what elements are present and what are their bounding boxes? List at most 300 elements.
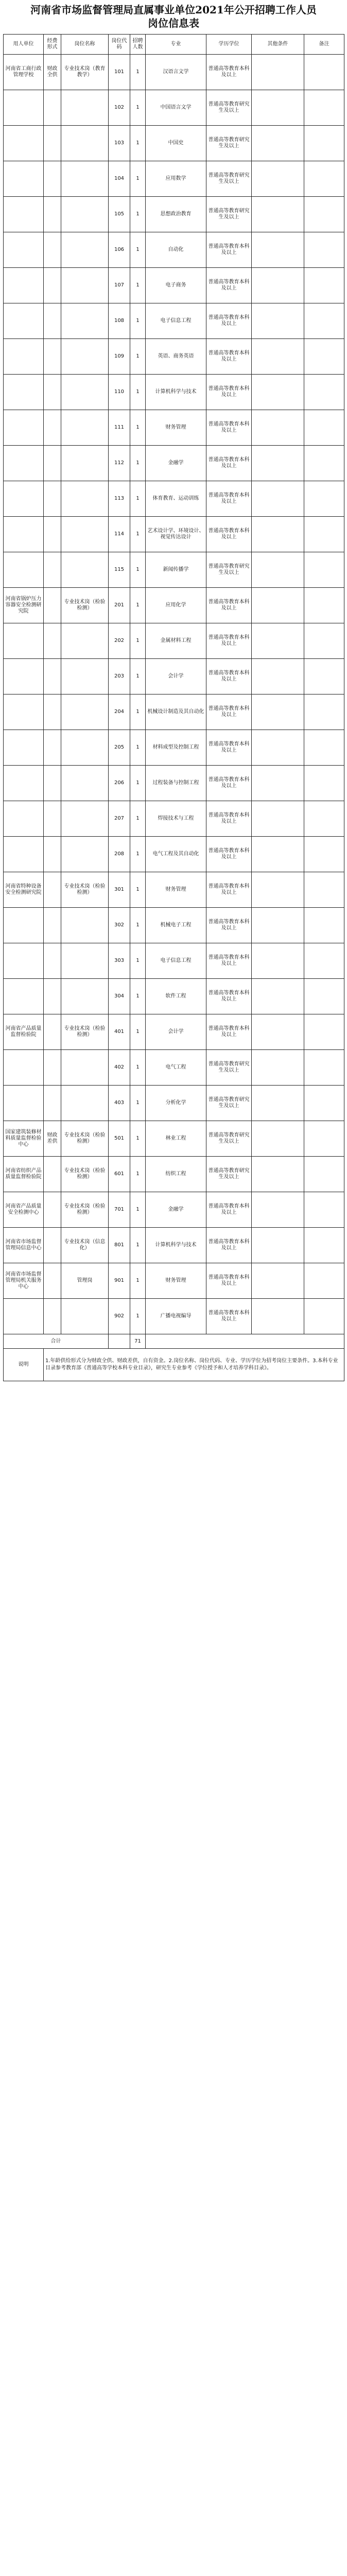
cell-fund <box>44 766 61 801</box>
cell-position <box>61 730 109 766</box>
cell-major: 中国语言文学 <box>146 90 206 126</box>
table-row <box>4 303 344 339</box>
table-row <box>4 1299 344 1334</box>
cell-major: 计算机科学与技术 <box>146 1228 206 1263</box>
cell-fund <box>44 1014 61 1050</box>
cell-fund <box>44 588 61 623</box>
cell-major: 软件工程 <box>146 979 206 1014</box>
cell-position <box>61 410 109 446</box>
cell-position <box>61 90 109 126</box>
cell-position: 专业技术岗（检验检测） <box>61 1121 109 1157</box>
cell-count: 1 <box>130 766 146 801</box>
table-row <box>4 232 344 268</box>
cell-note <box>304 1299 344 1334</box>
cell-major: 电气工程 <box>146 1050 206 1086</box>
cell-other <box>252 730 304 766</box>
table-row <box>4 90 344 126</box>
cell-other <box>252 1228 304 1263</box>
table-row <box>4 55 344 90</box>
page-title <box>10 3 337 30</box>
cell-unit: 河南省产品质量监督检验院 <box>4 1014 44 1050</box>
cell-code: 109 <box>109 339 130 375</box>
cell-fund <box>44 1228 61 1263</box>
cell-count: 1 <box>130 730 146 766</box>
cell-major: 自动化 <box>146 232 206 268</box>
cell-code: 108 <box>109 303 130 339</box>
cell-note <box>304 268 344 303</box>
cell-position <box>61 943 109 979</box>
table-row <box>4 801 344 837</box>
cell-count: 1 <box>130 872 146 908</box>
cell-code: 102 <box>109 90 130 126</box>
cell-other <box>252 481 304 517</box>
cell-note <box>304 303 344 339</box>
cell-fund: 财政差供 <box>44 1121 61 1157</box>
cell-education: 普通高等教育本科及以上 <box>206 446 252 481</box>
cell-position <box>61 694 109 730</box>
job-table <box>3 34 344 1381</box>
cell-note <box>304 872 344 908</box>
cell-code: 112 <box>109 446 130 481</box>
cell-major: 林业工程 <box>146 1121 206 1157</box>
cell-note <box>304 623 344 659</box>
cell-count: 1 <box>130 1014 146 1050</box>
cell-count: 1 <box>130 1263 146 1299</box>
header-count: 招聘人数 <box>130 35 146 55</box>
table-row <box>4 1263 344 1299</box>
cell-count: 1 <box>130 1121 146 1157</box>
cell-unit <box>4 232 44 268</box>
cell-note <box>304 90 344 126</box>
table-row <box>4 1086 344 1121</box>
cell-note <box>304 161 344 197</box>
table-row <box>4 908 344 943</box>
cell-other <box>252 588 304 623</box>
cell-education: 普通高等教育研究生及以上 <box>206 197 252 232</box>
cell-fund <box>44 303 61 339</box>
cell-position <box>61 1086 109 1121</box>
cell-major: 财务管理 <box>146 872 206 908</box>
cell-education: 普通高等教育本科及以上 <box>206 268 252 303</box>
cell-note <box>304 1050 344 1086</box>
cell-education: 普通高等教育本科及以上 <box>206 481 252 517</box>
cell-code: 203 <box>109 659 130 694</box>
cell-position: 管理岗 <box>61 1263 109 1299</box>
cell-fund: 财政全供 <box>44 55 61 90</box>
cell-other <box>252 1192 304 1228</box>
cell-note <box>304 588 344 623</box>
cell-fund <box>44 517 61 552</box>
cell-education: 普通高等教育本科及以上 <box>206 908 252 943</box>
cell-count: 1 <box>130 908 146 943</box>
cell-major: 新闻传播学 <box>146 552 206 588</box>
cell-major: 体育教育、运动训练 <box>146 481 206 517</box>
cell-major: 财务管理 <box>146 410 206 446</box>
cell-other <box>252 943 304 979</box>
cell-education: 普通高等教育本科及以上 <box>206 837 252 872</box>
cell-education: 普通高等教育研究生及以上 <box>206 1050 252 1086</box>
cell-education: 普通高等教育本科及以上 <box>206 339 252 375</box>
cell-code: 302 <box>109 908 130 943</box>
cell-education: 普通高等教育本科及以上 <box>206 410 252 446</box>
cell-count: 1 <box>130 552 146 588</box>
cell-major: 电子信息工程 <box>146 943 206 979</box>
cell-other <box>252 801 304 837</box>
table-row <box>4 1228 344 1263</box>
cell-unit: 河南省产品质量安全检测中心 <box>4 1192 44 1228</box>
cell-other <box>252 1299 304 1334</box>
cell-position <box>61 446 109 481</box>
cell-education: 普通高等教育研究生及以上 <box>206 1086 252 1121</box>
cell-major: 纺织工程 <box>146 1157 206 1192</box>
cell-note <box>304 410 344 446</box>
cell-fund <box>44 1263 61 1299</box>
cell-code: 202 <box>109 623 130 659</box>
cell-fund <box>44 90 61 126</box>
cell-code: 402 <box>109 1050 130 1086</box>
cell-note <box>304 197 344 232</box>
cell-education: 普通高等教育本科及以上 <box>206 766 252 801</box>
cell-other <box>252 659 304 694</box>
cell-major: 应用化学 <box>146 588 206 623</box>
cell-code: 206 <box>109 766 130 801</box>
cell-fund <box>44 943 61 979</box>
table-row <box>4 1157 344 1192</box>
table-row <box>4 126 344 161</box>
cell-note <box>304 126 344 161</box>
cell-fund <box>44 268 61 303</box>
cell-major: 中国史 <box>146 126 206 161</box>
cell-position <box>61 197 109 232</box>
cell-count: 1 <box>130 623 146 659</box>
cell-position <box>61 801 109 837</box>
cell-other <box>252 1086 304 1121</box>
cell-unit: 河南省工商行政管理学校 <box>4 55 44 90</box>
cell-position <box>61 303 109 339</box>
cell-code: 110 <box>109 375 130 410</box>
cell-unit <box>4 943 44 979</box>
cell-count: 1 <box>130 55 146 90</box>
cell-unit <box>4 268 44 303</box>
cell-education: 普通高等教育研究生及以上 <box>206 161 252 197</box>
notes-label: 说明 <box>4 1349 44 1381</box>
table-row <box>4 375 344 410</box>
cell-education: 普通高等教育本科及以上 <box>206 55 252 90</box>
cell-note <box>304 659 344 694</box>
cell-code: 901 <box>109 1263 130 1299</box>
cell-count: 1 <box>130 303 146 339</box>
cell-fund <box>44 232 61 268</box>
cell-fund <box>44 1299 61 1334</box>
cell-code: 301 <box>109 872 130 908</box>
cell-unit <box>4 375 44 410</box>
cell-position <box>61 1299 109 1334</box>
cell-position <box>61 232 109 268</box>
cell-count: 1 <box>130 90 146 126</box>
cell-code: 601 <box>109 1157 130 1192</box>
cell-major: 机械电子工程 <box>146 908 206 943</box>
cell-count: 1 <box>130 659 146 694</box>
cell-fund <box>44 161 61 197</box>
cell-unit <box>4 339 44 375</box>
cell-other <box>252 1263 304 1299</box>
cell-unit <box>4 481 44 517</box>
cell-unit <box>4 303 44 339</box>
cell-fund <box>44 872 61 908</box>
cell-unit: 河南省市场监督管理局机关服务中心 <box>4 1263 44 1299</box>
cell-code: 801 <box>109 1228 130 1263</box>
cell-major: 艺术设计学、环境设计、视觉传达设计 <box>146 517 206 552</box>
cell-position <box>61 375 109 410</box>
cell-fund <box>44 1192 61 1228</box>
cell-position <box>61 268 109 303</box>
cell-education: 普通高等教育研究生及以上 <box>206 1121 252 1157</box>
cell-unit <box>4 837 44 872</box>
cell-education: 普通高等教育本科及以上 <box>206 1228 252 1263</box>
cell-position <box>61 766 109 801</box>
cell-major: 材料成型及控制工程 <box>146 730 206 766</box>
table-row <box>4 161 344 197</box>
cell-code: 104 <box>109 161 130 197</box>
cell-code: 207 <box>109 801 130 837</box>
cell-code: 303 <box>109 943 130 979</box>
cell-position: 专业技术岗（教育教学） <box>61 55 109 90</box>
cell-position <box>61 1050 109 1086</box>
cell-code: 403 <box>109 1086 130 1121</box>
cell-education: 普通高等教育本科及以上 <box>206 801 252 837</box>
cell-count: 1 <box>130 943 146 979</box>
cell-count: 1 <box>130 979 146 1014</box>
cell-position <box>61 339 109 375</box>
cell-other <box>252 410 304 446</box>
cell-count: 1 <box>130 161 146 197</box>
cell-fund <box>44 1157 61 1192</box>
cell-note <box>304 339 344 375</box>
cell-count: 1 <box>130 410 146 446</box>
cell-other <box>252 126 304 161</box>
cell-other <box>252 694 304 730</box>
cell-other <box>252 979 304 1014</box>
cell-education: 普通高等教育本科及以上 <box>206 623 252 659</box>
title-line-1: 河南省市场监督管理局直属事业单位2021年公开招聘工作人员 <box>30 4 317 16</box>
cell-position <box>61 659 109 694</box>
table-row <box>4 943 344 979</box>
cell-code: 115 <box>109 552 130 588</box>
cell-count: 1 <box>130 481 146 517</box>
cell-count: 1 <box>130 1086 146 1121</box>
cell-other <box>252 1014 304 1050</box>
cell-major: 金融学 <box>146 446 206 481</box>
cell-count: 1 <box>130 1299 146 1334</box>
cell-position <box>61 623 109 659</box>
cell-unit <box>4 517 44 552</box>
cell-education: 普通高等教育本科及以上 <box>206 588 252 623</box>
table-row <box>4 446 344 481</box>
cell-note <box>304 552 344 588</box>
notes-text: 1.年龄供给形式分为财政全供、财政差供，自有资金。2.岗位名称、岗位代码、专业、学历学位为招考岗位主要条件。3.本科专业目录参考教育部《普通高等学校本科专业目录》，研究生专业参考《学位授予和人才培养学科目录》。 <box>44 1349 344 1381</box>
cell-unit <box>4 730 44 766</box>
cell-major: 汉语言文学 <box>146 55 206 90</box>
cell-fund <box>44 126 61 161</box>
cell-position <box>61 837 109 872</box>
cell-education: 普通高等教育本科及以上 <box>206 1192 252 1228</box>
cell-note <box>304 232 344 268</box>
cell-fund <box>44 410 61 446</box>
cell-position <box>61 908 109 943</box>
cell-fund <box>44 694 61 730</box>
table-row <box>4 1121 344 1157</box>
cell-unit: 河南省纺织产品质量监督检验院 <box>4 1157 44 1192</box>
table-row <box>4 979 344 1014</box>
cell-count: 1 <box>130 1050 146 1086</box>
header-fund: 经费形式 <box>44 35 61 55</box>
cell-code: 113 <box>109 481 130 517</box>
cell-fund <box>44 837 61 872</box>
cell-code: 111 <box>109 410 130 446</box>
cell-note <box>304 1263 344 1299</box>
cell-major: 焊接技术与工程 <box>146 801 206 837</box>
cell-major: 金融学 <box>146 1192 206 1228</box>
cell-other <box>252 375 304 410</box>
cell-fund <box>44 552 61 588</box>
cell-code: 701 <box>109 1192 130 1228</box>
cell-major: 电气工程及其自动化 <box>146 837 206 872</box>
total-filler <box>146 1334 344 1349</box>
cell-note <box>304 1086 344 1121</box>
cell-education: 普通高等教育研究生及以上 <box>206 1157 252 1192</box>
total-count: 71 <box>130 1334 146 1349</box>
table-row <box>4 730 344 766</box>
cell-note <box>304 55 344 90</box>
notes-row <box>4 1349 344 1381</box>
cell-count: 1 <box>130 375 146 410</box>
header-note: 备注 <box>304 35 344 55</box>
cell-note <box>304 481 344 517</box>
cell-position: 专业技术岗（检验检测） <box>61 1192 109 1228</box>
cell-other <box>252 303 304 339</box>
cell-count: 1 <box>130 801 146 837</box>
cell-other <box>252 1121 304 1157</box>
cell-fund <box>44 979 61 1014</box>
table-row <box>4 552 344 588</box>
cell-code: 101 <box>109 55 130 90</box>
cell-fund <box>44 623 61 659</box>
cell-position: 专业技术岗（信息化） <box>61 1228 109 1263</box>
cell-fund <box>44 659 61 694</box>
cell-major: 会计学 <box>146 1014 206 1050</box>
cell-count: 1 <box>130 1192 146 1228</box>
cell-position: 专业技术岗（检验检测） <box>61 1014 109 1050</box>
cell-fund <box>44 1050 61 1086</box>
cell-other <box>252 161 304 197</box>
table-row <box>4 1050 344 1086</box>
cell-other <box>252 517 304 552</box>
cell-major: 财务管理 <box>146 1263 206 1299</box>
cell-other <box>252 908 304 943</box>
cell-unit <box>4 908 44 943</box>
cell-education: 普通高等教育本科及以上 <box>206 979 252 1014</box>
cell-count: 1 <box>130 694 146 730</box>
cell-code: 103 <box>109 126 130 161</box>
cell-major: 分析化学 <box>146 1086 206 1121</box>
cell-education: 普通高等教育本科及以上 <box>206 872 252 908</box>
cell-education: 普通高等教育本科及以上 <box>206 517 252 552</box>
cell-note <box>304 1157 344 1192</box>
cell-count: 1 <box>130 837 146 872</box>
cell-other <box>252 552 304 588</box>
cell-count: 1 <box>130 517 146 552</box>
cell-note <box>304 694 344 730</box>
cell-other <box>252 197 304 232</box>
cell-unit <box>4 552 44 588</box>
cell-fund <box>44 801 61 837</box>
cell-note <box>304 766 344 801</box>
cell-count: 1 <box>130 197 146 232</box>
title-line-2: 岗位信息表 <box>148 17 199 29</box>
cell-other <box>252 1157 304 1192</box>
cell-other <box>252 446 304 481</box>
cell-position: 专业技术岗（检验检测） <box>61 588 109 623</box>
cell-count: 1 <box>130 1228 146 1263</box>
cell-major: 电子商务 <box>146 268 206 303</box>
cell-code: 107 <box>109 268 130 303</box>
header-unit: 用人单位 <box>4 35 44 55</box>
cell-fund <box>44 197 61 232</box>
cell-code: 106 <box>109 232 130 268</box>
cell-position <box>61 517 109 552</box>
cell-code: 105 <box>109 197 130 232</box>
cell-unit <box>4 623 44 659</box>
cell-fund <box>44 730 61 766</box>
cell-major: 电子信息工程 <box>146 303 206 339</box>
cell-position <box>61 126 109 161</box>
cell-major: 机械设计制造及其自动化 <box>146 694 206 730</box>
cell-other <box>252 232 304 268</box>
cell-code: 902 <box>109 1299 130 1334</box>
cell-unit <box>4 126 44 161</box>
cell-other <box>252 766 304 801</box>
table-row <box>4 1192 344 1228</box>
table-row <box>4 481 344 517</box>
cell-position: 专业技术岗（检验检测） <box>61 872 109 908</box>
cell-note <box>304 979 344 1014</box>
table-row <box>4 1014 344 1050</box>
cell-unit <box>4 446 44 481</box>
cell-code: 205 <box>109 730 130 766</box>
cell-unit <box>4 410 44 446</box>
cell-education: 普通高等教育本科及以上 <box>206 943 252 979</box>
cell-major: 应用数学 <box>146 161 206 197</box>
cell-other <box>252 339 304 375</box>
cell-note <box>304 375 344 410</box>
cell-unit <box>4 979 44 1014</box>
total-row <box>4 1334 344 1349</box>
cell-count: 1 <box>130 268 146 303</box>
cell-fund <box>44 375 61 410</box>
cell-code: 501 <box>109 1121 130 1157</box>
cell-note <box>304 1192 344 1228</box>
total-spacer <box>109 1334 130 1349</box>
cell-count: 1 <box>130 1157 146 1192</box>
table-row <box>4 268 344 303</box>
header-major: 专业 <box>146 35 206 55</box>
cell-code: 401 <box>109 1014 130 1050</box>
cell-note <box>304 908 344 943</box>
cell-count: 1 <box>130 588 146 623</box>
table-row <box>4 588 344 623</box>
cell-fund <box>44 446 61 481</box>
cell-note <box>304 837 344 872</box>
